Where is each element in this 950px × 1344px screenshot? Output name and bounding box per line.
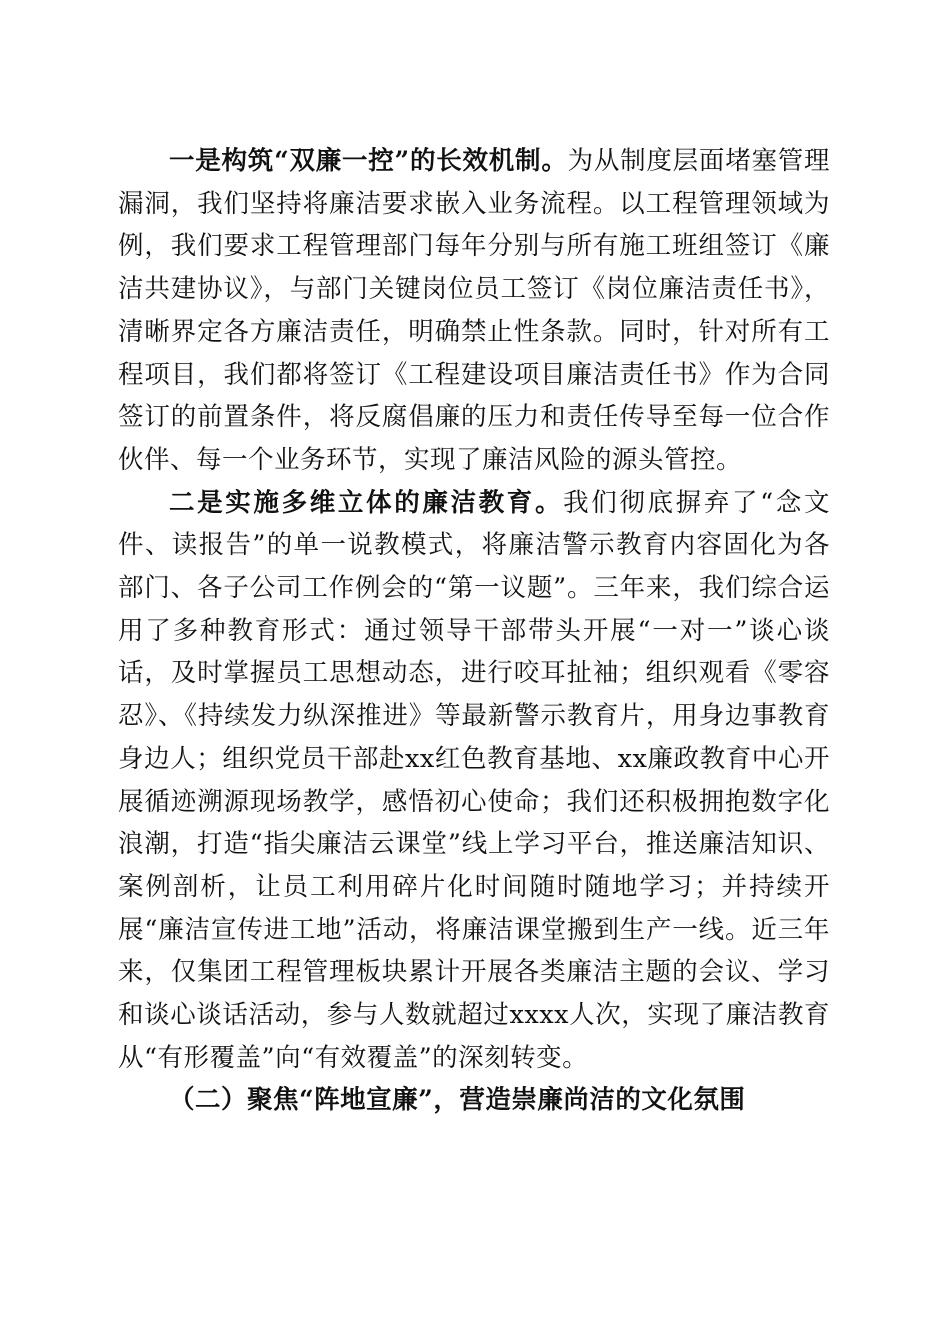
- document-page: [118, 140, 830, 1122]
- paragraph-1-body: 为从制度层面堵塞管理漏洞，我们坚持将廉洁要求嵌入业务流程。以工程管理领域为例，我们要求工程管理部门每年分别与所有施工班组签订《廉洁共建协议》，与部门关键岗位员工签订《岗位廉洁责任书》，清晰界定各方廉洁责任，明确禁止性条款。同时，针对所有工程项目，我们都将签订《工程建设项目廉洁责任书》作为合同签订的前置条件，将反腐倡廉的压力和责任传导至每一位合作伙伴、每一个业务环节，实现了廉洁风险的源头管控。: [118, 146, 830, 475]
- paragraph-2-body: 我们彻底摒弃了“念文件、读报告”的单一说教模式，将廉洁警示教育内容固化为各部门、各子公司工作例会的“第一议题”。三年来，我们综合运用了多种教育形式：通过领导干部带头开展“一对一”谈心谈话，及时掌握员工思想动态，进行咬耳扯袖；组织观看《零容忍》、《持续发力纵深推进》等最新警示教育片，用身边事教育身边人；组织党员干部赴xx红色教育基地、xx廉政教育中心开展循迹溯源现场教学，感悟初心使命；我们还积极拥抱数字化浪潮，打造“指尖廉洁云课堂”线上学习平台，推送廉洁知识、案例剖析，让员工利用碎片化时间随时随地学习；并持续开展“廉洁宣传进工地”活动，将廉洁课堂搬到生产一线。近三年来，仅集团工程管理板块累计开展各类廉洁主题的会议、学习和谈心谈话活动，参与人数就超过xxxx人次，实现了廉洁教育从“有形覆盖”向“有效覆盖”的深刻转变。: [118, 487, 830, 1073]
- paragraph-2: [118, 482, 830, 1080]
- section-heading: （二）聚焦“阵地宣廉”，营造崇廉尚洁的文化氛围: [169, 1085, 746, 1116]
- paragraph-2-lead: 二是实施多维立体的廉洁教育。: [169, 487, 564, 518]
- paragraph-1-lead: 一是构筑“双廉一控”的长效机制。: [169, 146, 568, 176]
- paragraph-1: [118, 140, 830, 482]
